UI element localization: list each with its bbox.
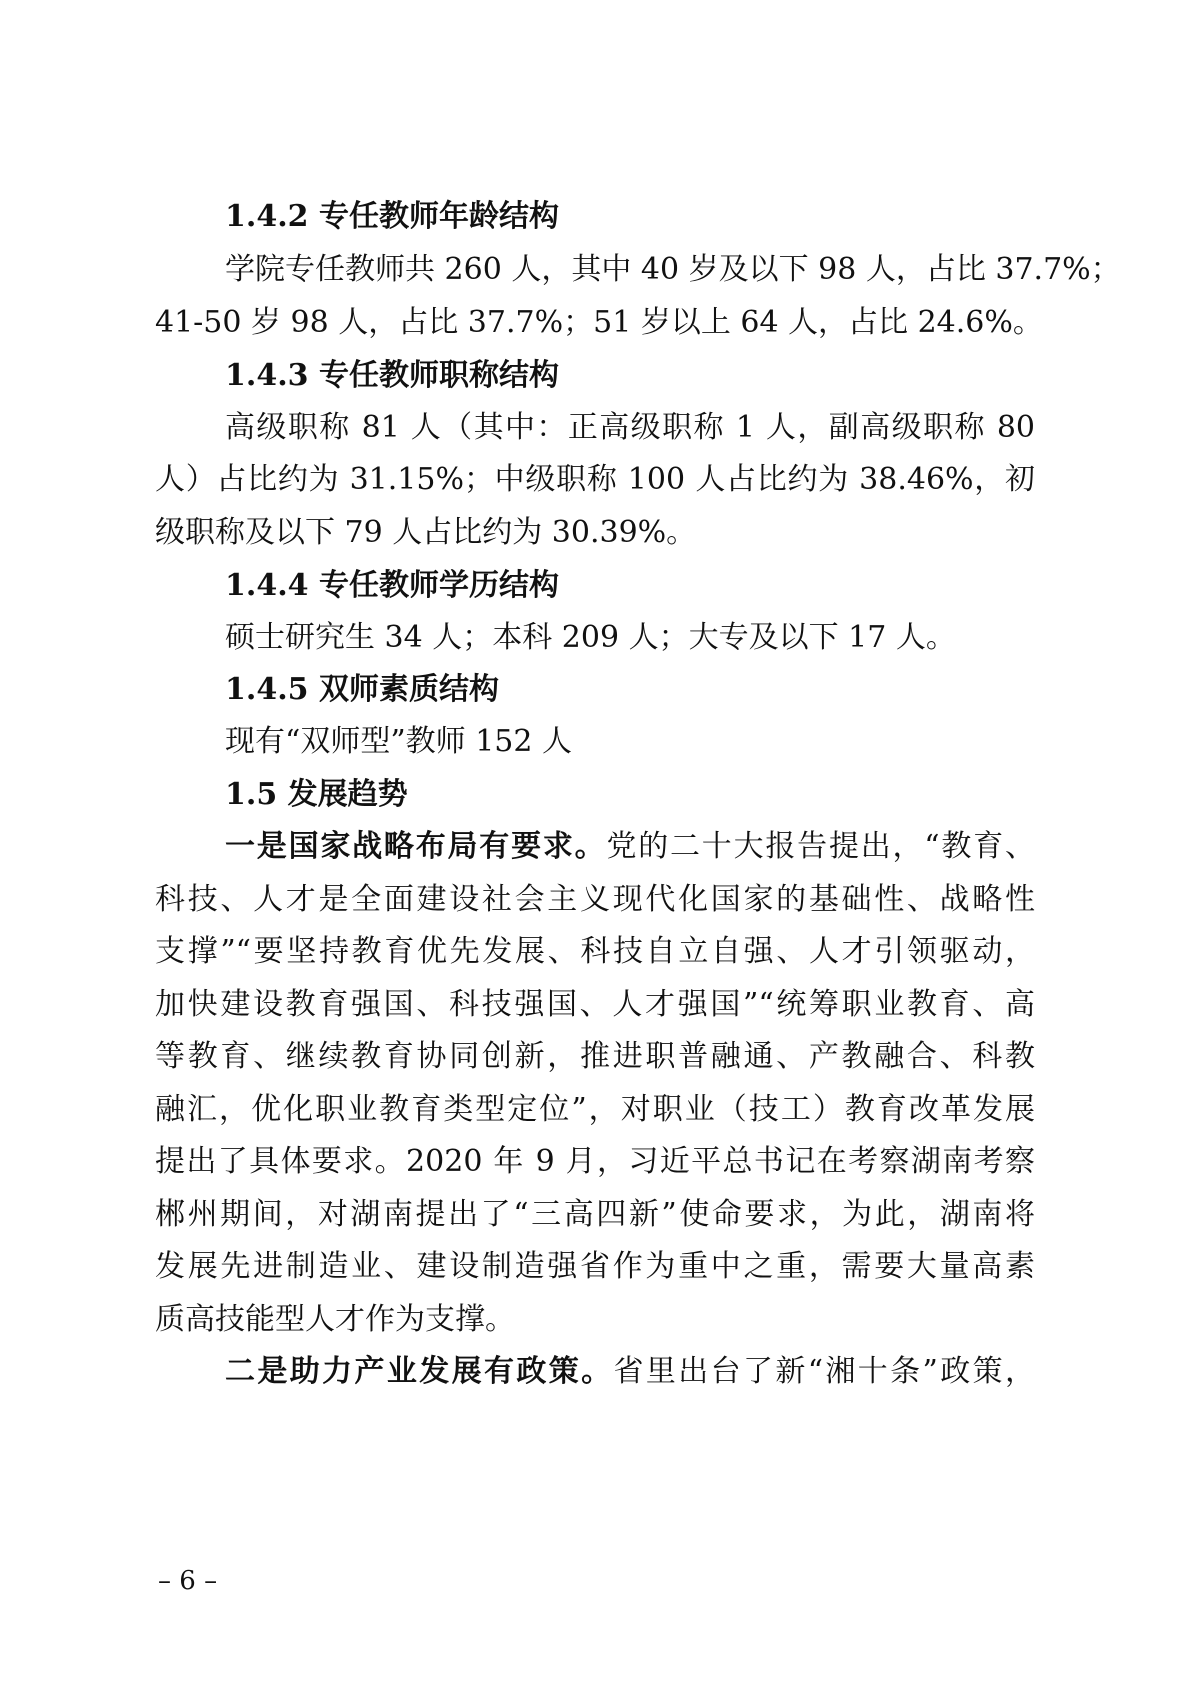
paragraph-lead: 一是国家战略布局有要求。: [225, 829, 607, 864]
paragraph-line: 加快建设教育强国、科技强国、人才强国”“统筹职业教育、高: [155, 987, 1035, 1022]
paragraph-line: 质高技能型人才作为支撑。: [155, 1302, 515, 1337]
paragraph-line: 级职称及以下 79 人占比约为 30.39%。: [155, 515, 697, 550]
paragraph-line: 支撑”“要坚持教育优先发展、科技自立自强、人才引领驱动，: [155, 934, 1035, 969]
section-heading-1-4-5: 1.4.5 双师素质结构: [225, 672, 499, 707]
section-heading-1-4-3: 1.4.3 专任教师职称结构: [225, 358, 559, 393]
paragraph-line: 现有“双师型”教师 152 人: [225, 724, 573, 759]
paragraph-text: 省里出台了新“湘十条”政策，: [613, 1354, 1036, 1389]
paragraph-text: 党的二十大报告提出，“教育、: [606, 829, 1035, 864]
section-heading-1-4-4: 1.4.4 专任教师学历结构: [225, 568, 559, 603]
paragraph-line: 高级职称 81 人（其中：正高级职称 1 人，副高级职称 80: [225, 410, 1035, 445]
paragraph-line: [225, 1352, 1035, 1392]
paragraph-line: 41-50 岁 98 人，占比 37.7%；51 岁以上 64 人，占比 24.6%。: [155, 305, 1043, 340]
section-heading-1-5: 1.5 发展趋势: [225, 777, 408, 812]
section-heading-1-4-2: 1.4.2 专任教师年龄结构: [225, 199, 559, 234]
paragraph-line: 融汇，优化职业教育类型定位”，对职业（技工）教育改革发展: [155, 1092, 1035, 1127]
paragraph-line: 学院专任教师共 260 人，其中 40 岁及以下 98 人，占比 37.7%；: [225, 252, 1121, 287]
paragraph-line: 人）占比约为 31.15%；中级职称 100 人占比约为 38.46%，初: [155, 462, 1035, 497]
paragraph-line: 科技、人才是全面建设社会主义现代化国家的基础性、战略性: [155, 882, 1035, 917]
paragraph-line: 等教育、继续教育协同创新，推进职普融通、产教融合、科教: [155, 1039, 1035, 1074]
paragraph-line: 提出了具体要求。2020 年 9 月，习近平总书记在考察湖南考察: [155, 1144, 1035, 1179]
paragraph-line: 郴州期间，对湖南提出了“三高四新”使命要求，为此，湖南将: [155, 1197, 1035, 1232]
paragraph-line: [225, 827, 1035, 867]
paragraph-line: 硕士研究生 34 人；本科 209 人；大专及以下 17 人。: [225, 620, 956, 655]
page-number: – 6 –: [158, 1566, 218, 1596]
paragraph-line: 发展先进制造业、建设制造强省作为重中之重，需要大量高素: [155, 1249, 1035, 1284]
paragraph-lead: 二是助力产业发展有政策。: [225, 1354, 614, 1389]
